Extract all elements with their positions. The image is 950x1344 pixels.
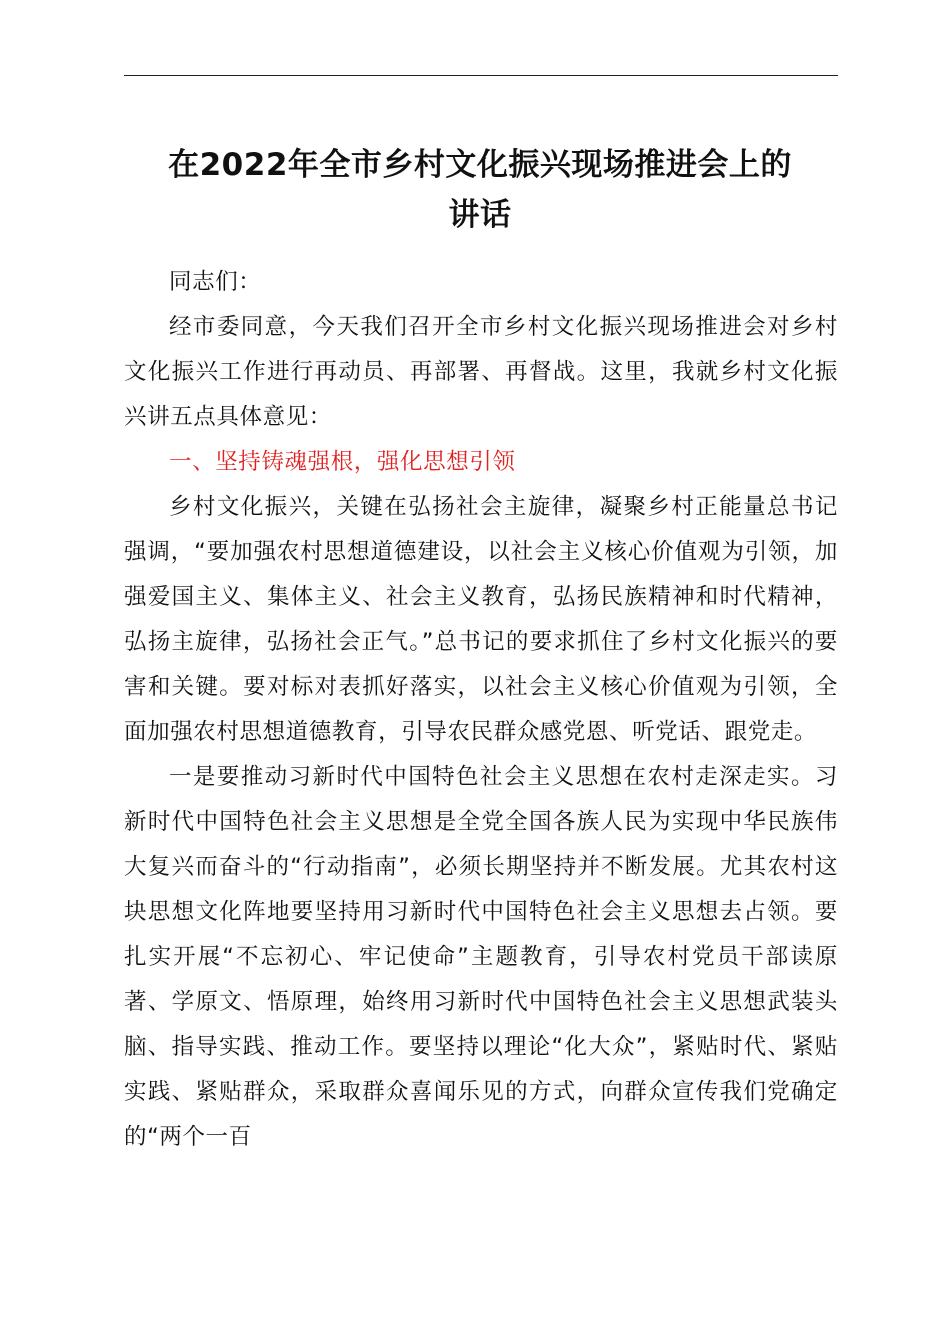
header-rule: [124, 75, 838, 76]
title-line-2: 讲话: [448, 197, 512, 233]
paragraph-point-1: 一是要推动习新时代中国特色社会主义思想在农村走深走实。习新时代中国特色社会主义思想是全党全国各族人民为实现中华民族伟大复兴而奋斗的“行动指南”，必须长期坚持并不断发展。尤其农村这块思想文化阵地要坚持用习新时代中国特色社会主义思想去占领。要扎实开展“不忘初心、牢记使命”主题教育，引导农村党员干部读原著、学原文、悟原理，始终用习新时代中国特色社会主义思想武装头脑、指导实践、推动工作。要坚持以理论“化大众”，紧贴时代、紧贴实践、紧贴群众，采取群众喜闻乐见的方式，向群众宣传我们党确定的“两个一百: [124, 764, 838, 1150]
salutation: 同志们：: [169, 269, 262, 295]
document-body: [124, 260, 838, 1160]
paragraph-intro: 经市委同意，今天我们召开全市乡村文化振兴现场推进会对乡村文化振兴工作进行再动员、再部署、再督战。这里，我就乡村文化振兴讲五点具体意见：: [124, 314, 838, 430]
paragraph-section-1: 乡村文化振兴，关键在弘扬社会主旋律，凝聚乡村正能量总书记强调，“要加强农村思想道德建设，以社会主义核心价值观为引领，加强爱国主义、集体主义、社会主义教育，弘扬民族精神和时代精神，弘扬主旋律，弘扬社会正气。”总书记的要求抓住了乡村文化振兴的要害和关键。要对标对表抓好落实，以社会主义核心价值观为引领，全面加强农村思想道德教育，引导农民群众感党恩、听党话、跟党走。: [124, 494, 838, 745]
title-line-1: 在2022年全市乡村文化振兴现场推进会上的: [168, 147, 792, 183]
document-title: [110, 140, 850, 240]
section-heading-1: 一、坚持铸魂强根，强化思想引领: [169, 449, 516, 475]
